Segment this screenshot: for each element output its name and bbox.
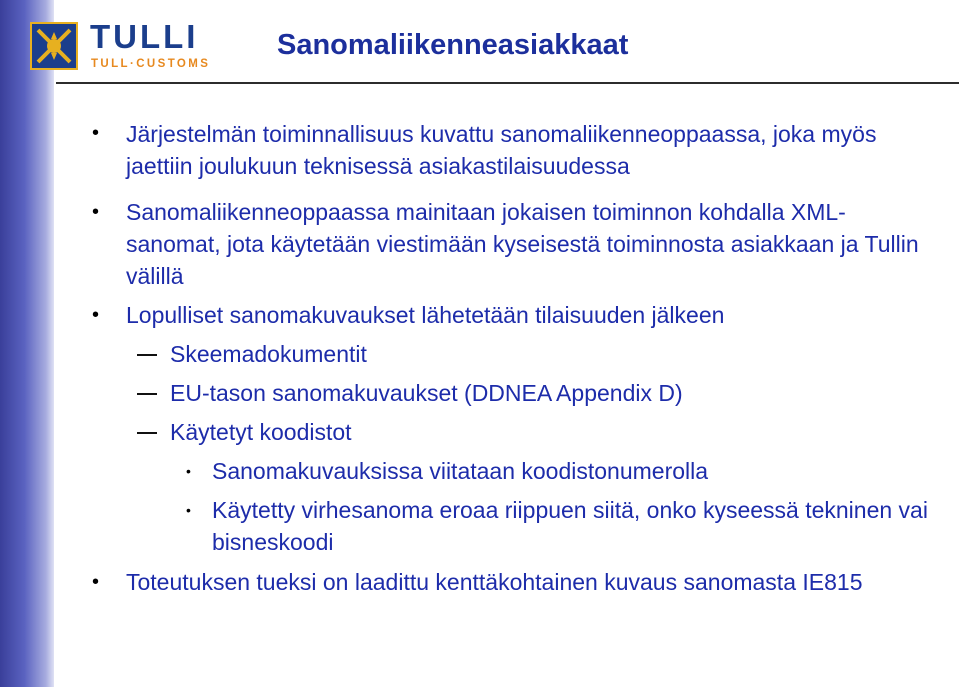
sub-sub-item: Sanomakuvauksissa viitataan koodistonumerolla xyxy=(212,458,709,484)
sub-bullet-marker: • xyxy=(186,463,191,479)
logo-subtitle: TULL·CUSTOMS xyxy=(91,58,211,70)
dash-marker xyxy=(137,432,157,434)
slide-title: Sanomaliikenneasiakkaat xyxy=(277,29,629,61)
sub-sub-item: Käytetty virhesanoma eroaa riippuen siitä, onko kyseessä tekninen vai bisneskoodi xyxy=(212,497,928,555)
logo-wordmark: TULLI xyxy=(90,18,199,55)
dash-marker xyxy=(137,393,157,395)
sub-bullet-marker: • xyxy=(186,502,191,518)
sub-item: Käytetyt koodistot xyxy=(170,419,352,445)
bullet-item: Lopulliset sanomakuvaukset lähetetään tilaisuuden jälkeen xyxy=(126,302,725,328)
bullet-marker: • xyxy=(92,201,100,223)
bullet-marker: • xyxy=(92,571,100,593)
bullet-item: Sanomaliikenneoppaassa mainitaan jokaisen toiminnon kohdalla XML-sanomat, jota käytetään viestimään kyseisestä toiminnosta asiakkaan ja Tullin välillä xyxy=(126,199,919,289)
sub-item: Skeemadokumentit xyxy=(170,341,367,367)
dash-marker xyxy=(137,354,157,356)
bullet-item: Järjestelmän toiminnallisuus kuvattu sanomaliikenneoppaassa, joka myös jaettiin joulukuun teknisessä asiakastilaisuudessa xyxy=(126,121,877,179)
sub-item: EU-tason sanomakuvaukset (DDNEA Appendix D) xyxy=(170,380,683,406)
bullet-marker: • xyxy=(92,304,100,326)
bullet-item: Toteutuksen tueksi on laadittu kenttäkohtainen kuvaus sanomasta IE815 xyxy=(126,569,863,595)
bullet-marker: • xyxy=(92,122,100,144)
